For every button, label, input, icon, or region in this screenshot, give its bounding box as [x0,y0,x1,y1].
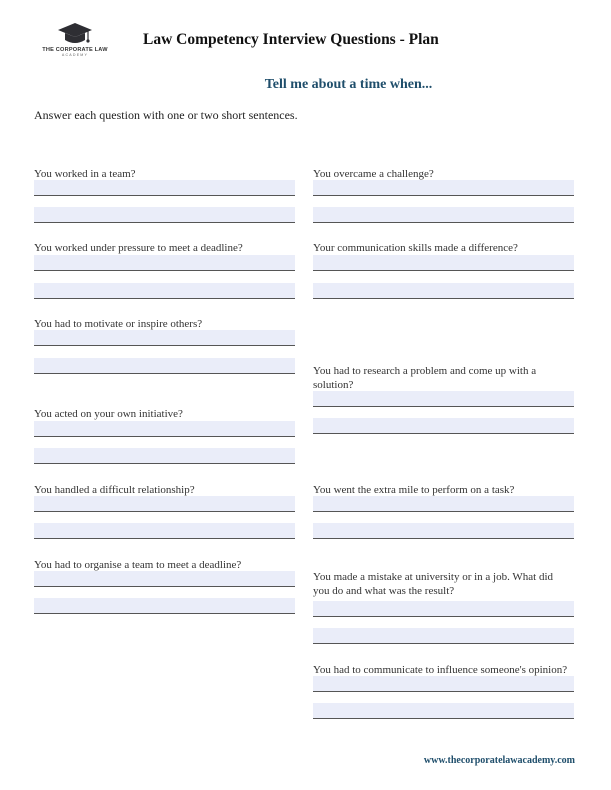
answer-line[interactable] [34,421,295,437]
question-label: You acted on your own initiative? [34,408,183,420]
answer-line[interactable] [313,601,574,617]
answer-line[interactable] [313,283,574,299]
question-label: Your communication skills made a difference? [313,242,518,254]
section-heading: Tell me about a time when... [264,77,433,92]
answer-line[interactable] [313,703,574,719]
question-label: You worked under pressure to meet a deadline? [34,242,243,254]
answer-line[interactable] [313,676,574,692]
answer-line[interactable] [313,255,574,271]
page-title: Law Competency Interview Questions - Plan [143,31,439,48]
logo [30,22,120,66]
question-label: You went the extra mile to perform on a task? [313,484,515,496]
question-label: You made a mistake at university or in a job. What did you do and what was the result? [313,571,554,597]
answer-line[interactable] [313,523,574,539]
answer-line[interactable] [34,180,295,196]
answer-line[interactable] [313,628,574,644]
answer-line[interactable] [34,330,295,346]
answer-line[interactable] [34,448,295,464]
instruction-text: Answer each question with one or two short sentences. [34,108,298,122]
answer-line[interactable] [34,571,295,587]
answer-line[interactable] [313,391,574,407]
question-label: You had to motivate or inspire others? [34,318,203,330]
graduation-cap-icon [57,22,93,46]
question-label: You had to organise a team to meet a deadline? [34,559,242,571]
answer-line[interactable] [34,207,295,223]
answer-line[interactable] [34,496,295,512]
logo-subtitle: ACADEMY [61,53,89,57]
question-label: You had to communicate to influence someone's opinion? [313,664,568,676]
question-label: You worked in a team? [34,168,136,180]
answer-line[interactable] [34,255,295,271]
question-label: You handled a difficult relationship? [34,484,195,496]
footer-website-link[interactable]: www.thecorporatelawacademy.com [423,755,575,766]
answer-line[interactable] [313,496,574,512]
answer-line[interactable] [313,207,574,223]
question-label: You had to research a problem and come up with a solution? [313,365,537,391]
question-label: You overcame a challenge? [313,168,434,180]
answer-line[interactable] [34,523,295,539]
answer-line[interactable] [34,283,295,299]
logo-name: THE CORPORATE LAW [42,47,108,53]
answer-line[interactable] [34,598,295,614]
answer-line[interactable] [313,180,574,196]
answer-line[interactable] [34,358,295,374]
answer-line[interactable] [313,418,574,434]
